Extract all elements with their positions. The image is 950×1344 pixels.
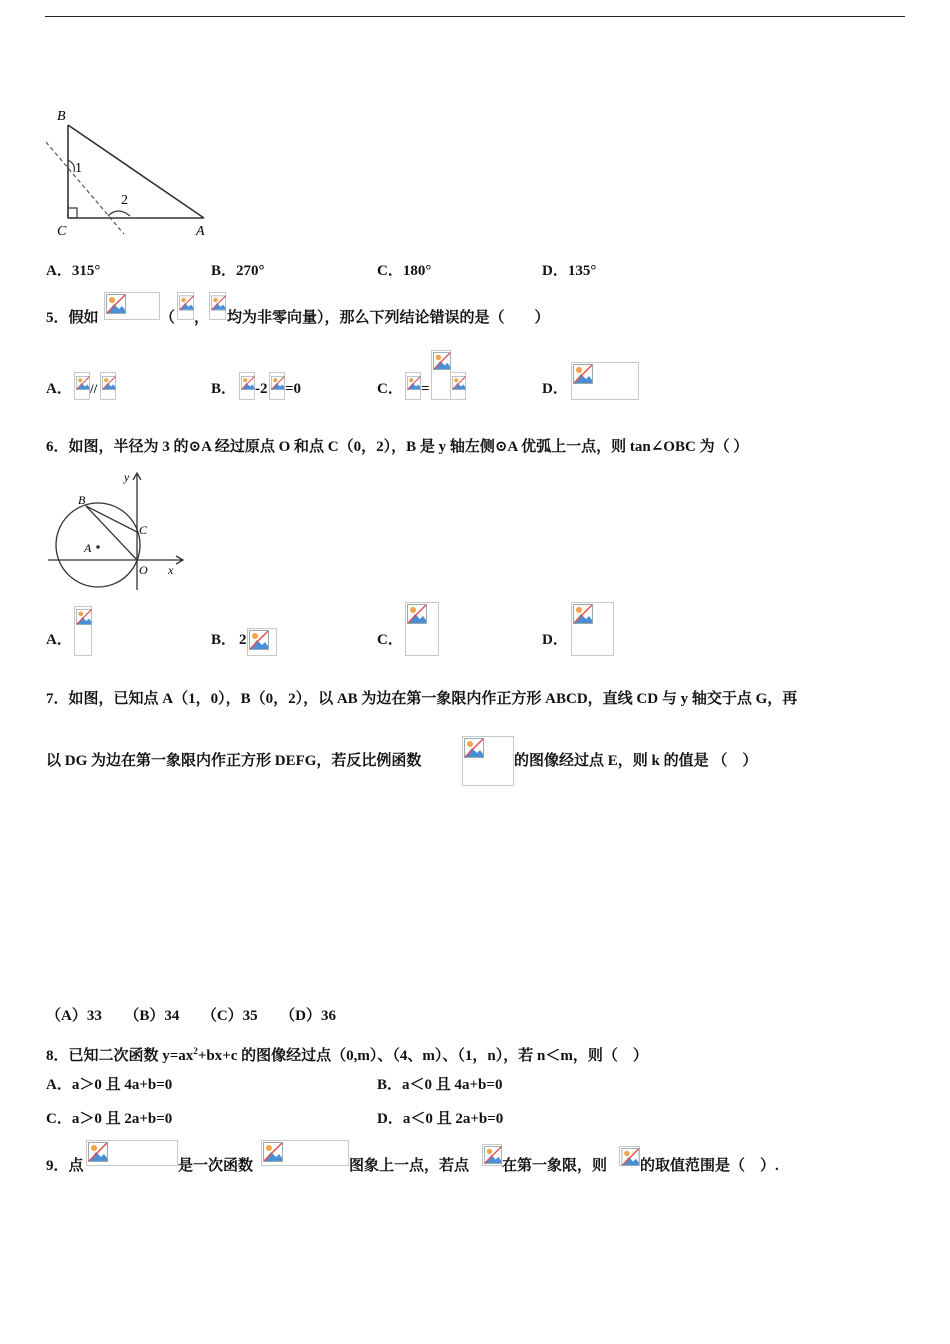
header-rule xyxy=(45,16,905,17)
broken-image-icon xyxy=(177,292,194,320)
q5-option-b-symbol-1: -2 xyxy=(255,381,268,397)
q5-option-b-symbol-2: =0 xyxy=(285,381,302,397)
broken-image-icon xyxy=(405,602,439,656)
circle-figure xyxy=(44,468,190,596)
segment-ab xyxy=(68,125,204,218)
q7-stem-line-2-post: 的图像经过点 E，则 k 的值是 （ ） xyxy=(514,753,758,769)
q9-part-5: 的取值范围是（ ）. xyxy=(640,1158,779,1174)
q9-part-1: 9．点 xyxy=(46,1158,84,1174)
q5-option-c-label: C． xyxy=(377,381,403,397)
q4-option-c: C．180° xyxy=(377,263,432,279)
q6-option-d-label: D． xyxy=(542,632,568,648)
q9-part-3: 图象上一点，若点 xyxy=(349,1158,470,1174)
q5-option-a-symbol: // xyxy=(90,381,98,396)
label-2: 2 xyxy=(121,193,128,208)
angle-arc-2 xyxy=(108,211,130,216)
label-a: A xyxy=(196,224,205,239)
q9-part-4: 在第一象限，则 xyxy=(502,1158,608,1174)
q5-stem-suffix: 均为非零向量），那么下列结论错误的是（ ） xyxy=(227,310,550,326)
broken-image-icon xyxy=(104,292,160,320)
q6-option-b-label: B． xyxy=(211,632,237,648)
label-1: 1 xyxy=(75,161,82,176)
q8-stem xyxy=(46,1041,648,1066)
broken-image-icon xyxy=(431,350,451,400)
broken-image-icon xyxy=(571,362,639,400)
broken-image-icon xyxy=(74,372,90,400)
broken-image-icon xyxy=(405,372,421,400)
broken-image-icon xyxy=(571,602,614,656)
q8-option-a: A．a＞0 且 4a+b=0 xyxy=(46,1077,173,1093)
q4-option-b: B．270° xyxy=(211,263,265,279)
q5-open-paren: （ xyxy=(160,310,176,326)
broken-image-icon xyxy=(239,372,255,400)
q6-option-a-label: A． xyxy=(46,632,72,648)
q5-prefix: 5．假如 xyxy=(46,310,99,326)
q8-option-d: D．a＜0 且 2a+b=0 xyxy=(377,1111,504,1127)
label-c: C xyxy=(57,224,67,239)
broken-image-icon xyxy=(462,736,514,786)
broken-image-icon xyxy=(269,372,285,400)
q9-part-2: 是一次函数 xyxy=(178,1158,254,1174)
label-a: A xyxy=(84,541,92,555)
circle-a xyxy=(56,503,140,587)
segment-bo xyxy=(86,506,137,560)
broken-image-icon xyxy=(100,372,116,400)
broken-image-icon xyxy=(261,1140,349,1166)
q8-stem-post: +bx+c 的图像经过点（0,m）、（4、m）、（1，n），若 n＜m，则（ ） xyxy=(197,1048,648,1064)
broken-image-icon xyxy=(209,292,226,320)
q8-option-b: B．a＜0 且 4a+b=0 xyxy=(377,1077,503,1093)
q8-stem-superscript: 2 xyxy=(193,1046,198,1056)
angle-arc-1 xyxy=(68,160,74,172)
broken-image-icon xyxy=(74,606,92,656)
q5-option-b-label: B． xyxy=(211,381,237,397)
q5-option-d-label: D． xyxy=(542,381,568,397)
broken-image-icon xyxy=(86,1140,178,1166)
broken-image-icon xyxy=(247,628,277,656)
label-o: O xyxy=(139,563,148,577)
q7-stem-line-2-pre: 以 DG 为边在第一象限内作正方形 DEFG，若反比例函数 xyxy=(46,753,422,769)
label-y: y xyxy=(124,470,130,484)
q4-option-a: A．315° xyxy=(46,263,101,279)
label-b: B xyxy=(57,109,66,124)
q8-option-c: C．a＞0 且 2a+b=0 xyxy=(46,1111,173,1127)
label-b: B xyxy=(78,493,86,507)
q7-options: （A）33 （B）34 （C）35 （D）36 xyxy=(46,1008,337,1024)
broken-image-icon xyxy=(450,372,466,400)
q5-option-a-label: A． xyxy=(46,381,72,397)
broken-image-icon xyxy=(482,1144,502,1166)
q6-stem: 6．如图，半径为 3 的⊙A 经过原点 O 和点 C（0，2），B 是 y 轴左侧⊙A 优弧上一点，则 tan∠OBC 为（ ） xyxy=(46,439,749,455)
broken-image-icon xyxy=(619,1146,640,1166)
segment-bc xyxy=(86,506,137,532)
label-c: C xyxy=(139,523,148,537)
q8-stem-pre: 8．已知二次函数 y=ax xyxy=(46,1048,194,1064)
triangle-figure xyxy=(40,100,220,240)
q4-option-d: D．135° xyxy=(542,263,597,279)
label-x: x xyxy=(168,563,174,577)
center-point xyxy=(96,545,100,549)
q7-stem-line-1: 7．如图，已知点 A（1，0），B（0，2），以 AB 为边在第一象限内作正方形 ABCD，直线 CD 与 y 轴交于点 G，再 xyxy=(46,691,798,707)
q5-option-c-symbol: = xyxy=(421,381,430,397)
right-angle-mark xyxy=(68,208,77,218)
q6-option-c-label: C． xyxy=(377,632,403,648)
q6-option-b-text: 2 xyxy=(239,632,247,648)
q5-comma: ， xyxy=(194,310,210,326)
